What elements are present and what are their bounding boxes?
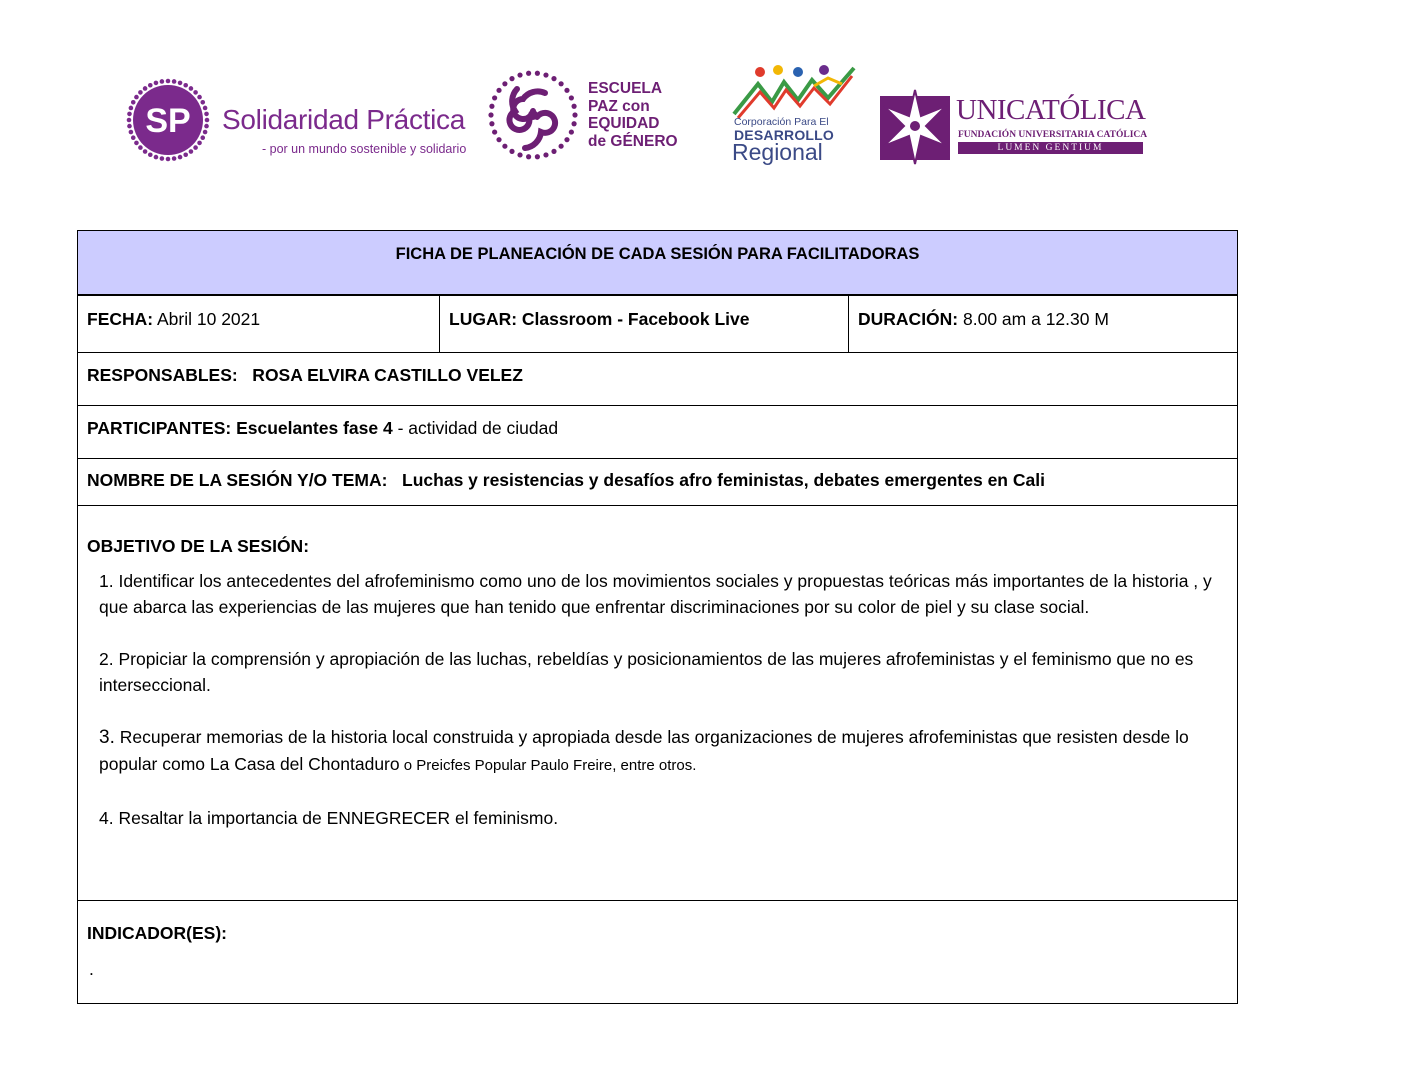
escuela-paz-logo (486, 68, 696, 168)
sp-name: Solidaridad Práctica (222, 104, 466, 135)
paz-line-3: EQUIDAD (588, 115, 660, 132)
triskelion-icon (486, 68, 580, 162)
unicatolica-motto-bar (958, 142, 1143, 154)
info-row (78, 295, 1237, 352)
sp-tagline: - por un mundo sostenible y solidario (262, 142, 467, 156)
indicador-row (78, 900, 1237, 1003)
fecha-cell (78, 296, 439, 352)
form-title: FICHA DE PLANEACIÓN DE CADA SESIÓN PARA FACILITADORAS (395, 245, 920, 263)
participantes-row (78, 405, 1237, 458)
participantes-label: PARTICIPANTES: Escuelantes fase 4 (87, 418, 393, 438)
planning-form-table (77, 230, 1238, 1004)
paz-line-1: ESCUELA (588, 80, 663, 97)
participantes-value: - actividad de ciudad (392, 418, 559, 438)
indicador-label: INDICADOR(ES): (87, 923, 227, 943)
people-figures-icon (728, 62, 860, 120)
objetivo-list (99, 568, 1229, 857)
fecha-label: FECHA: (87, 309, 154, 329)
objetivo-item-4: 4. Resaltar la importancia de ENNEGRECER el feminismo. (99, 808, 559, 828)
objetivo-label: OBJETIVO DE LA SESIÓN: (87, 536, 310, 556)
paz-line-4: de GÉNERO (588, 132, 678, 150)
solidaridad-practica-logo (126, 78, 486, 168)
objetivo-item-1: 1. Identificar los antecedentes del afrofeminismo como uno de los movimientos sociales y propuestas teóricas más importantes de la historia , y que abarca las experiencias de las mujeres que han tenido que enfrentar discriminaciones por su color de piel y su clase social. (99, 571, 1212, 617)
objetivo-item-3 (99, 724, 1229, 779)
objetivo-row (78, 505, 1237, 900)
objetivo-item-3-small: o Preicfes Popular Paulo Freire, entre otros. (399, 757, 697, 774)
cdr-line-1: Corporación Para El (734, 116, 829, 128)
indicador-value: . (89, 959, 94, 979)
duracion-cell (848, 296, 1237, 352)
escuela-paz-text (588, 80, 678, 150)
unicatolica-name: UNICATÓLICA (956, 94, 1146, 126)
sp-initials: SP (145, 102, 191, 140)
cdr-line-3: Regional (732, 139, 823, 165)
lugar-label: LUGAR: Classroom - Facebook Live (449, 309, 750, 329)
form-header (78, 231, 1237, 295)
nombre-label: NOMBRE DE LA SESIÓN Y/O TEMA: (87, 470, 388, 490)
nombre-sesion-row (78, 458, 1237, 505)
duracion-label: DURACIÓN: (858, 309, 959, 329)
logo-banner (0, 0, 1408, 200)
duracion-value: 8.00 am a 12.30 M (958, 309, 1109, 329)
objetivo-item-3-num: 3. (99, 727, 115, 748)
nombre-value: Luchas y resistencias y desafíos afro feministas, debates emergentes en Cali (387, 470, 1045, 490)
unicatolica-subtitle: FUNDACIÓN UNIVERSITARIA CATÓLICA (958, 130, 1148, 140)
responsables-row (78, 352, 1237, 405)
sp-sun-icon (126, 78, 210, 162)
objetivo-item-2: 2. Propiciar la comprensión y apropiación de las luchas, rebeldías y posicionamientos de las mujeres afrofeministas y el feminismo que no es interseccional. (99, 649, 1194, 695)
cdr-line-2: DESARROLLO (734, 127, 834, 143)
star-emblem-icon (878, 88, 952, 166)
unicatolica-logo (878, 88, 1148, 168)
corporacion-desarrollo-logo (728, 62, 860, 166)
objetivo-item-3-text: Recuperar memorias de la historia local construida y apropiada desde las organizaciones de mujeres afrofeministas que resisten desde lo popular como La Casa del Chontaduro (99, 727, 1189, 774)
responsables-label: RESPONSABLES: (87, 365, 238, 385)
fecha-value: Abril 10 2021 (153, 309, 261, 329)
paz-line-2: PAZ con (588, 97, 650, 115)
responsables-value: ROSA ELVIRA CASTILLO VELEZ (237, 365, 523, 385)
unicatolica-motto: LUMEN GENTIUM (997, 143, 1104, 153)
lugar-cell (439, 296, 848, 352)
